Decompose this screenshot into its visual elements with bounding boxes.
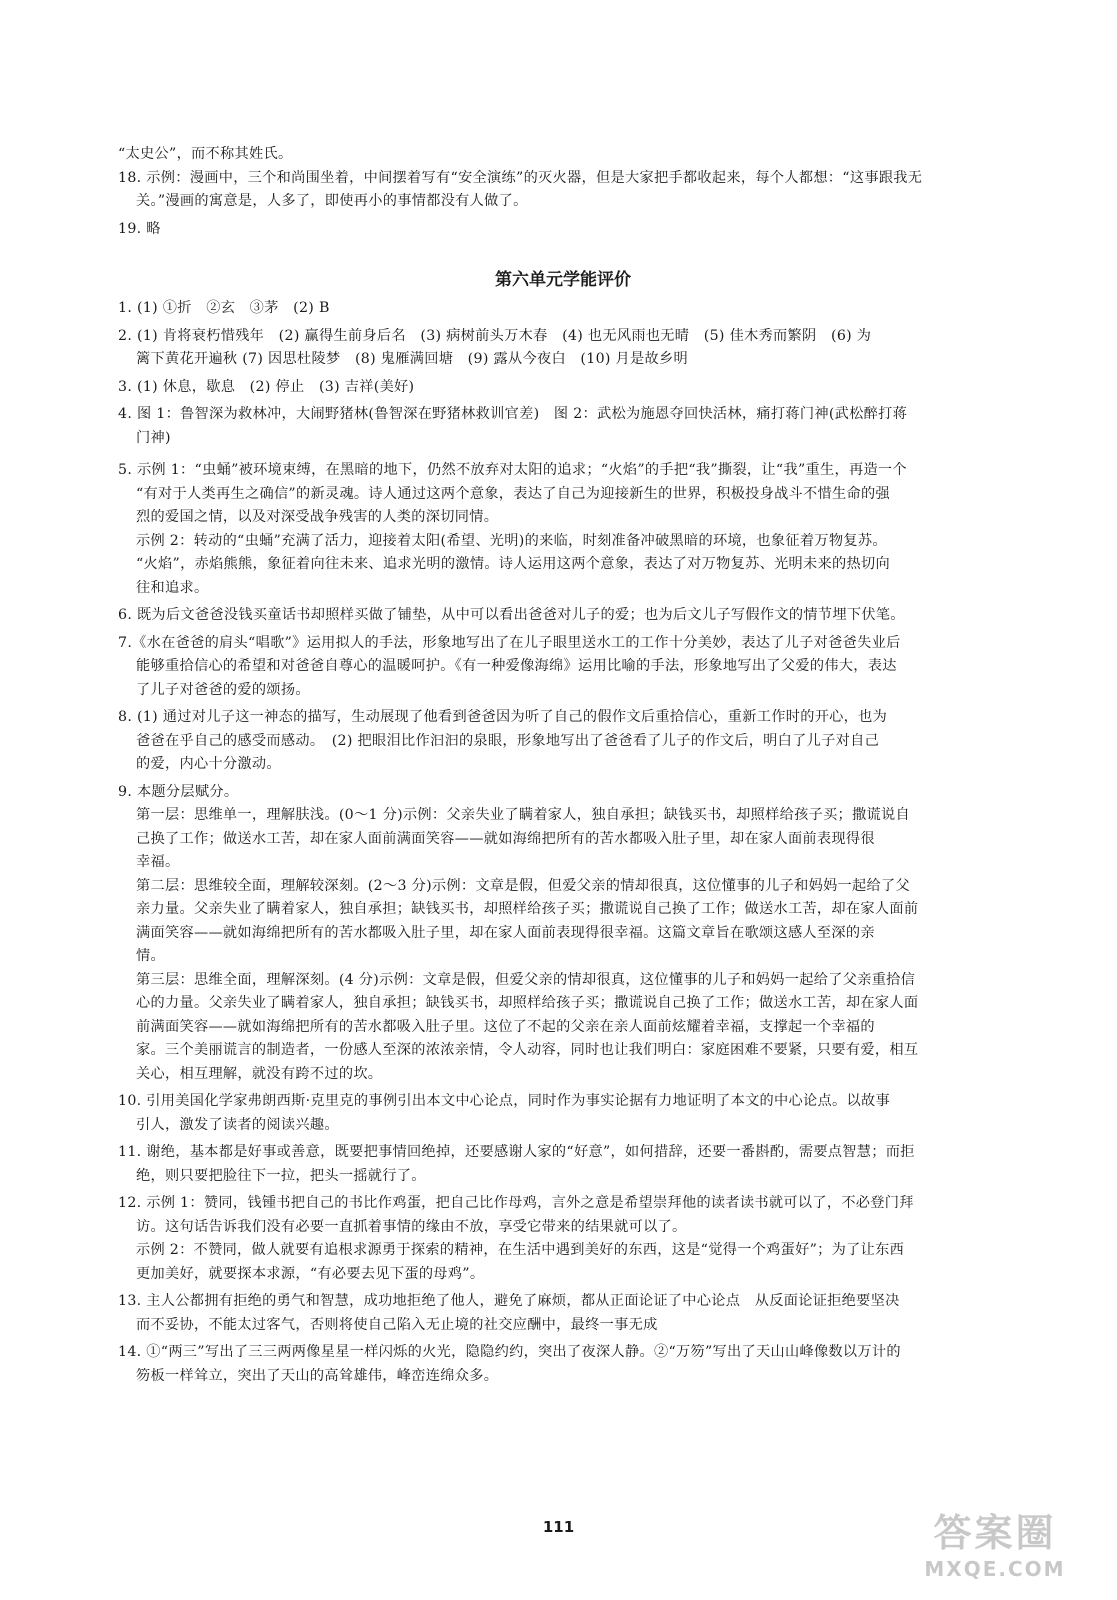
answer-5-line: “有对于人类再生之确信”的新灵魂。诗人通过这两个意象，表达了自己为迎接新生的世界，积极投身战斗不惜生命的强 bbox=[136, 485, 890, 502]
answer-5-line: 示例 2：转动的“虫蛹”充满了活力，迎接着太阳(希望、光明)的来临，时刻准备冲破黑暗的环境，也象征着万物复苏。 bbox=[136, 532, 887, 549]
answer-9-line: 亲力量。父亲失业了瞒着家人，独自承担；缺钱买书，却照样给孩子买；撒谎说自己换了工作；做送水工苦，却在家人面前 bbox=[136, 901, 919, 917]
answer-9-line: 己换了工作；做送水工苦，却在家人面前满面笑容——就如海绵把所有的苦水都吸入肚子里，却在家人面前表现得很 bbox=[136, 830, 875, 847]
answer-18-line: 18. 示例：漫画中，三个和尚围坐着，中间摆着写有“安全演练”的灭火器，但是大家把手都收起来，每个人都想：“这事跟我无 bbox=[118, 169, 923, 186]
text-line: “太史公”，而不称其姓氏。 bbox=[118, 146, 293, 162]
answer-5-line: “火焰”，赤焰熊熊，象征着向往未来、追求光明的激情。诗人运用这两个意象，表达了对万物复苏、光明未来的热切向 bbox=[136, 556, 890, 572]
answer-9-line: 第二层：思维较全面，理解较深刻。(2～3 分)示例：文章是假，但爱父亲的情却很真，这位懂事的儿子和妈妈一起给了父 bbox=[136, 877, 910, 894]
answer-8-line: 爸爸在乎自己的感受而感动。 (2) 把眼泪比作汩汩的泉眼，形象地写出了爸爸看了儿子的作文后，明白了儿子对自己 bbox=[136, 732, 880, 749]
answer-8-line: 的爱，内心十分激动。 bbox=[136, 756, 281, 772]
answer-7-line: 能够重拾信心的希望和对爸爸自尊心的温暖呵护。《有一种爱像海绵》运用比喻的手法，形象地写出了父爱的伟大，表达 bbox=[136, 658, 897, 674]
answer-2-line: 篱下黄花开遍秋 (7) 因思杜陵梦 (8) 鬼雁满回塘 (9) 露从今夜白 (10) 月是故乡明 bbox=[136, 351, 688, 367]
watermark-url: MXQE.COM bbox=[924, 1557, 1066, 1581]
watermark-logo bbox=[895, 1508, 1095, 1586]
answer-4-line: 4. 图 1：鲁智深为救林冲，大闹野猪林(鲁智深在野猪林救训官差) 图 2：武松为施恩夺回快活林，痛打蒋门神(武松醉打蒋 bbox=[118, 406, 908, 422]
answer-19-line: 19. 略 bbox=[118, 220, 161, 237]
answer-9-line: 情。 bbox=[136, 948, 165, 964]
answer-9-line: 第三层：思维全面，理解深刻。(4 分)示例：文章是假，但爱父亲的情却很真，这位懂事的儿子和妈妈一起给了父亲重拾信 bbox=[136, 971, 916, 988]
answer-9-line: 心的力量。父亲失业了瞒着家人，独自承担；缺钱买书，却照样给孩子买；撒谎说自己换了工作；做送水工苦，却在家人面 bbox=[136, 995, 919, 1011]
answer-11-line: 绝，则只要把脸往下一拉，把头一摇就行了。 bbox=[136, 1167, 426, 1184]
answer-9-line: 前满面笑容——就如海绵把所有的苦水都吸入肚子里。这位了不起的父亲在亲人面前炫耀着幸福，支撑起一个幸福的 bbox=[136, 1018, 875, 1035]
answer-7-line: 了儿子对爸爸的爱的颂扬。 bbox=[136, 681, 310, 698]
answer-12-line: 示例 2：不赞同，做人就要有追根求源勇于探索的精神，在生活中遇到美好的东西，这是“觉得一个鸡蛋好”；为了让东西 bbox=[136, 1242, 905, 1258]
section-title: 第六单元学能评价 bbox=[495, 270, 631, 290]
answer-7-line: 7.《水在爸爸的肩头“唱歌”》运用拟人的手法，形象地写出了在儿子眼里送水工的工作十分美妙，表达了儿子对爸爸失业后 bbox=[118, 634, 901, 651]
answer-9-line: 9. 本题分层赋分。 bbox=[118, 783, 239, 800]
answer-18-line: 关。”漫画的寓意是，人多了，即使再小的事情都没有人做了。 bbox=[136, 193, 528, 209]
answer-4-line: 门神) bbox=[136, 429, 171, 446]
answer-10-line: 10. 引用美国化学家弗朗西斯·克里克的事例引出本文中心论点，同时作为事实论据有力地证明了本文的中心论点。以故事 bbox=[118, 1093, 890, 1109]
answer-8-line: 8. (1) 通过对儿子这一神态的描写，生动展现了他看到爸爸因为听了自己的假作文后重拾信心，重新工作时的开心，也为 bbox=[118, 709, 888, 725]
answer-13-line: 13. 主人公都拥有拒绝的勇气和智慧，成功地拒绝了他人，避免了麻烦，都从正面论证了中心论点 从反面论证拒绝要坚决 bbox=[118, 1293, 900, 1309]
answer-12-line: 12. 示例 1：赞同，钱锺书把自己的书比作鸡蛋，把自己比作母鸡，言外之意是希望崇拜他的读者读书就可以了，不必登门拜 bbox=[118, 1195, 914, 1211]
answer-10-line: 引人，激发了读者的阅读兴趣。 bbox=[136, 1116, 339, 1133]
answer-9-line: 关心，相互理解，就没有跨不过的坎。 bbox=[136, 1065, 383, 1082]
answer-9-line: 第一层：思维单一，理解肤浅。(0～1 分)示例：父亲失业了瞒着家人，独自承担；缺钱买书，却照样给孩子买；撒谎说自 bbox=[136, 807, 910, 823]
answer-6-line: 6. 既为后文爸爸没钱买童话书却照样买做了铺垫，从中可以看出爸爸对儿子的爱；也为后文儿子写假作文的情节埋下伏笔。 bbox=[118, 607, 905, 623]
answer-5-line: 5. 示例 1：“虫蛹”被环境束缚，在黑暗的地下，仍然不放弃对太阳的追求；“火焰”的手把“我”撕裂，让“我”重生，再造一个 bbox=[118, 462, 907, 478]
answer-14-line: 笏板一样耸立，突出了天山的高耸雄伟，峰峦连绵众多。 bbox=[136, 1367, 499, 1384]
answer-9-line: 满面笑容——就如海绵把所有的苦水都吸入肚子里，却在家人面前表现得很幸福。这篇文章旨在歌颂这感人至深的亲 bbox=[136, 924, 875, 941]
page-number: 111 bbox=[542, 1518, 575, 1536]
answer-14-line: 14. ①“两三”写出了三三两两像星星一样闪烁的火光，隐隐约约，突出了夜深人静。②“万笏”写出了天山山峰像数以万计的 bbox=[118, 1344, 901, 1360]
answer-9-line: 家。三个美丽谎言的制造者，一份感人至深的浓浓亲情，令人动容，同时也让我们明白：家庭困难不要紧，只要有爱，相互 bbox=[136, 1042, 919, 1058]
answer-5-line: 往和追求。 bbox=[136, 579, 209, 596]
watermark-text: 答案圈 bbox=[933, 1511, 1057, 1555]
answer-12-line: 更加美好，就要探本求源，“有必要去见下蛋的母鸡”。 bbox=[136, 1265, 485, 1282]
answer-3-line: 3. (1) 休息，歇息 (2) 停止 (3) 吉祥(美好) bbox=[118, 378, 415, 395]
answer-11-line: 11. 谢绝，基本都是好事或善意，既要把事情回绝掉，还要感谢人家的“好意”，如何措辞，还要一番斟酌，需要点智慧；而拒 bbox=[118, 1144, 915, 1160]
answer-9-line: 幸福。 bbox=[136, 854, 180, 870]
answer-12-line: 访。这句话告诉我们没有必要一直抓着事情的缘由不放，享受它带来的结果就可以了。 bbox=[136, 1218, 687, 1235]
page-content bbox=[118, 143, 1008, 1388]
answer-13-line: 而不妥协，不能太过客气，否则将使自己陷入无止境的社交应酬中，最终一事无成 bbox=[136, 1316, 658, 1333]
answer-2-line: 2. (1) 肯将衰朽惜残年 (2) 赢得生前身后名 (3) 病树前头万木春 (4) 也无风雨也无晴 (5) 佳木秀而繁阴 (6) 为 bbox=[118, 327, 872, 344]
answer-1-line: 1. (1) ①折 ②玄 ③茅 (2) B bbox=[118, 300, 330, 316]
answer-5-line: 烈的爱国之情，以及对深受战争残害的人类的深切同情。 bbox=[136, 509, 499, 525]
